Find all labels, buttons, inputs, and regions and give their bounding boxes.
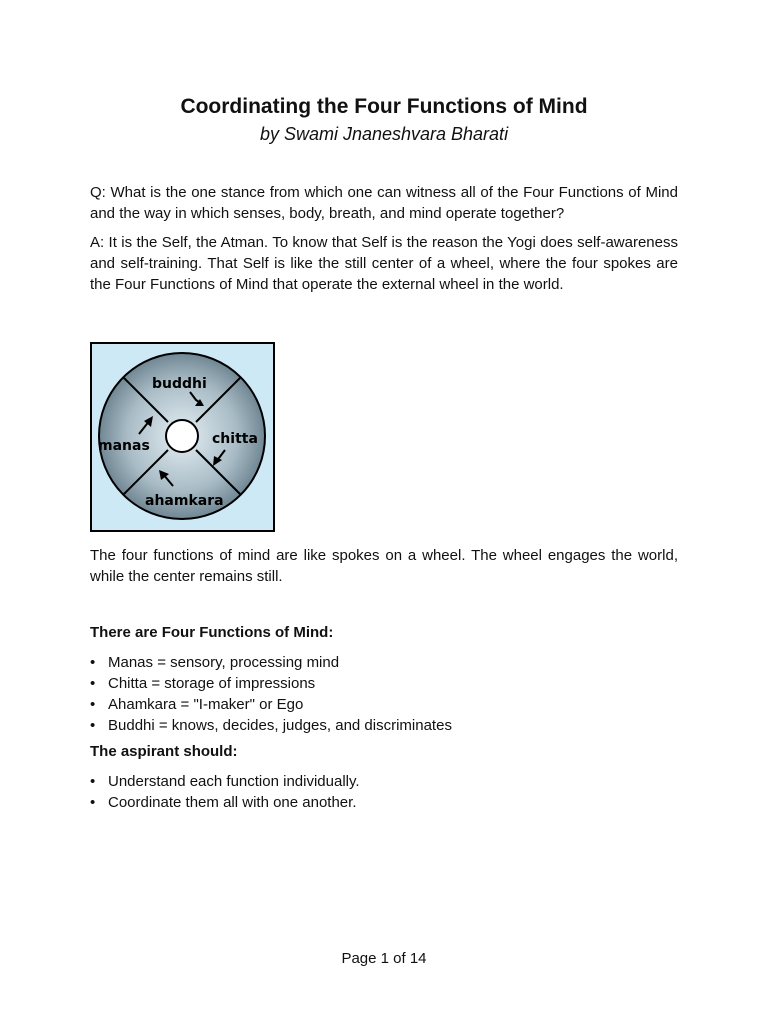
list-item (90, 673, 452, 694)
answer-paragraph: A: It is the Self, the Atman. To know that Self is the reason the Yogi does self-awareness and self-training. That Self is like the still center of a wheel, where the four spokes are the Four Functions of Mind that operate the external wheel in the world. (90, 234, 678, 293)
function-chitta: Chitta = storage of impressions (108, 675, 316, 692)
page-number: Page 1 of 14 (341, 950, 427, 967)
function-buddhi: Buddhi = knows, decides, judges, and discriminates (108, 717, 452, 734)
wheel-figure (90, 342, 275, 532)
function-manas: Manas = sensory, processing mind (108, 654, 340, 671)
wheel-caption: The four functions of mind are like spokes on a wheel. The wheel engages the world, while the center remains still. (90, 547, 678, 585)
label-chitta: chitta (212, 431, 258, 447)
document-title: Coordinating the Four Functions of Mind (180, 95, 588, 118)
functions-heading: There are Four Functions of Mind: (90, 624, 334, 641)
bullet-icon: • (90, 794, 96, 811)
label-buddhi: buddhi (152, 376, 207, 392)
list-item (90, 652, 452, 673)
aspirant-item-coordinate: Coordinate them all with one another. (108, 794, 357, 811)
bullet-icon: • (90, 696, 96, 713)
aspirant-heading: The aspirant should: (90, 743, 238, 760)
label-manas: manas (98, 438, 150, 454)
function-ahamkara: Ahamkara = "I-maker" or Ego (108, 696, 304, 713)
list-item (90, 792, 360, 813)
label-ahamkara: ahamkara (145, 493, 224, 509)
bullet-icon: • (90, 675, 96, 692)
bullet-icon: • (90, 654, 96, 671)
bullet-icon: • (90, 773, 96, 790)
bullet-icon: • (90, 717, 96, 734)
list-item (90, 771, 360, 792)
aspirant-list (90, 771, 360, 813)
document-author: by Swami Jnaneshvara Bharati (259, 124, 509, 144)
list-item (90, 694, 452, 715)
functions-list (90, 652, 452, 736)
wheel-hub (166, 420, 198, 452)
question-paragraph: Q: What is the one stance from which one can witness all of the Four Functions of Mind and the way in which senses, body, breath, and mind operate together? (90, 184, 678, 222)
wheel-diagram (92, 344, 273, 530)
list-item (90, 715, 452, 736)
aspirant-item-understand: Understand each function individually. (108, 773, 360, 790)
